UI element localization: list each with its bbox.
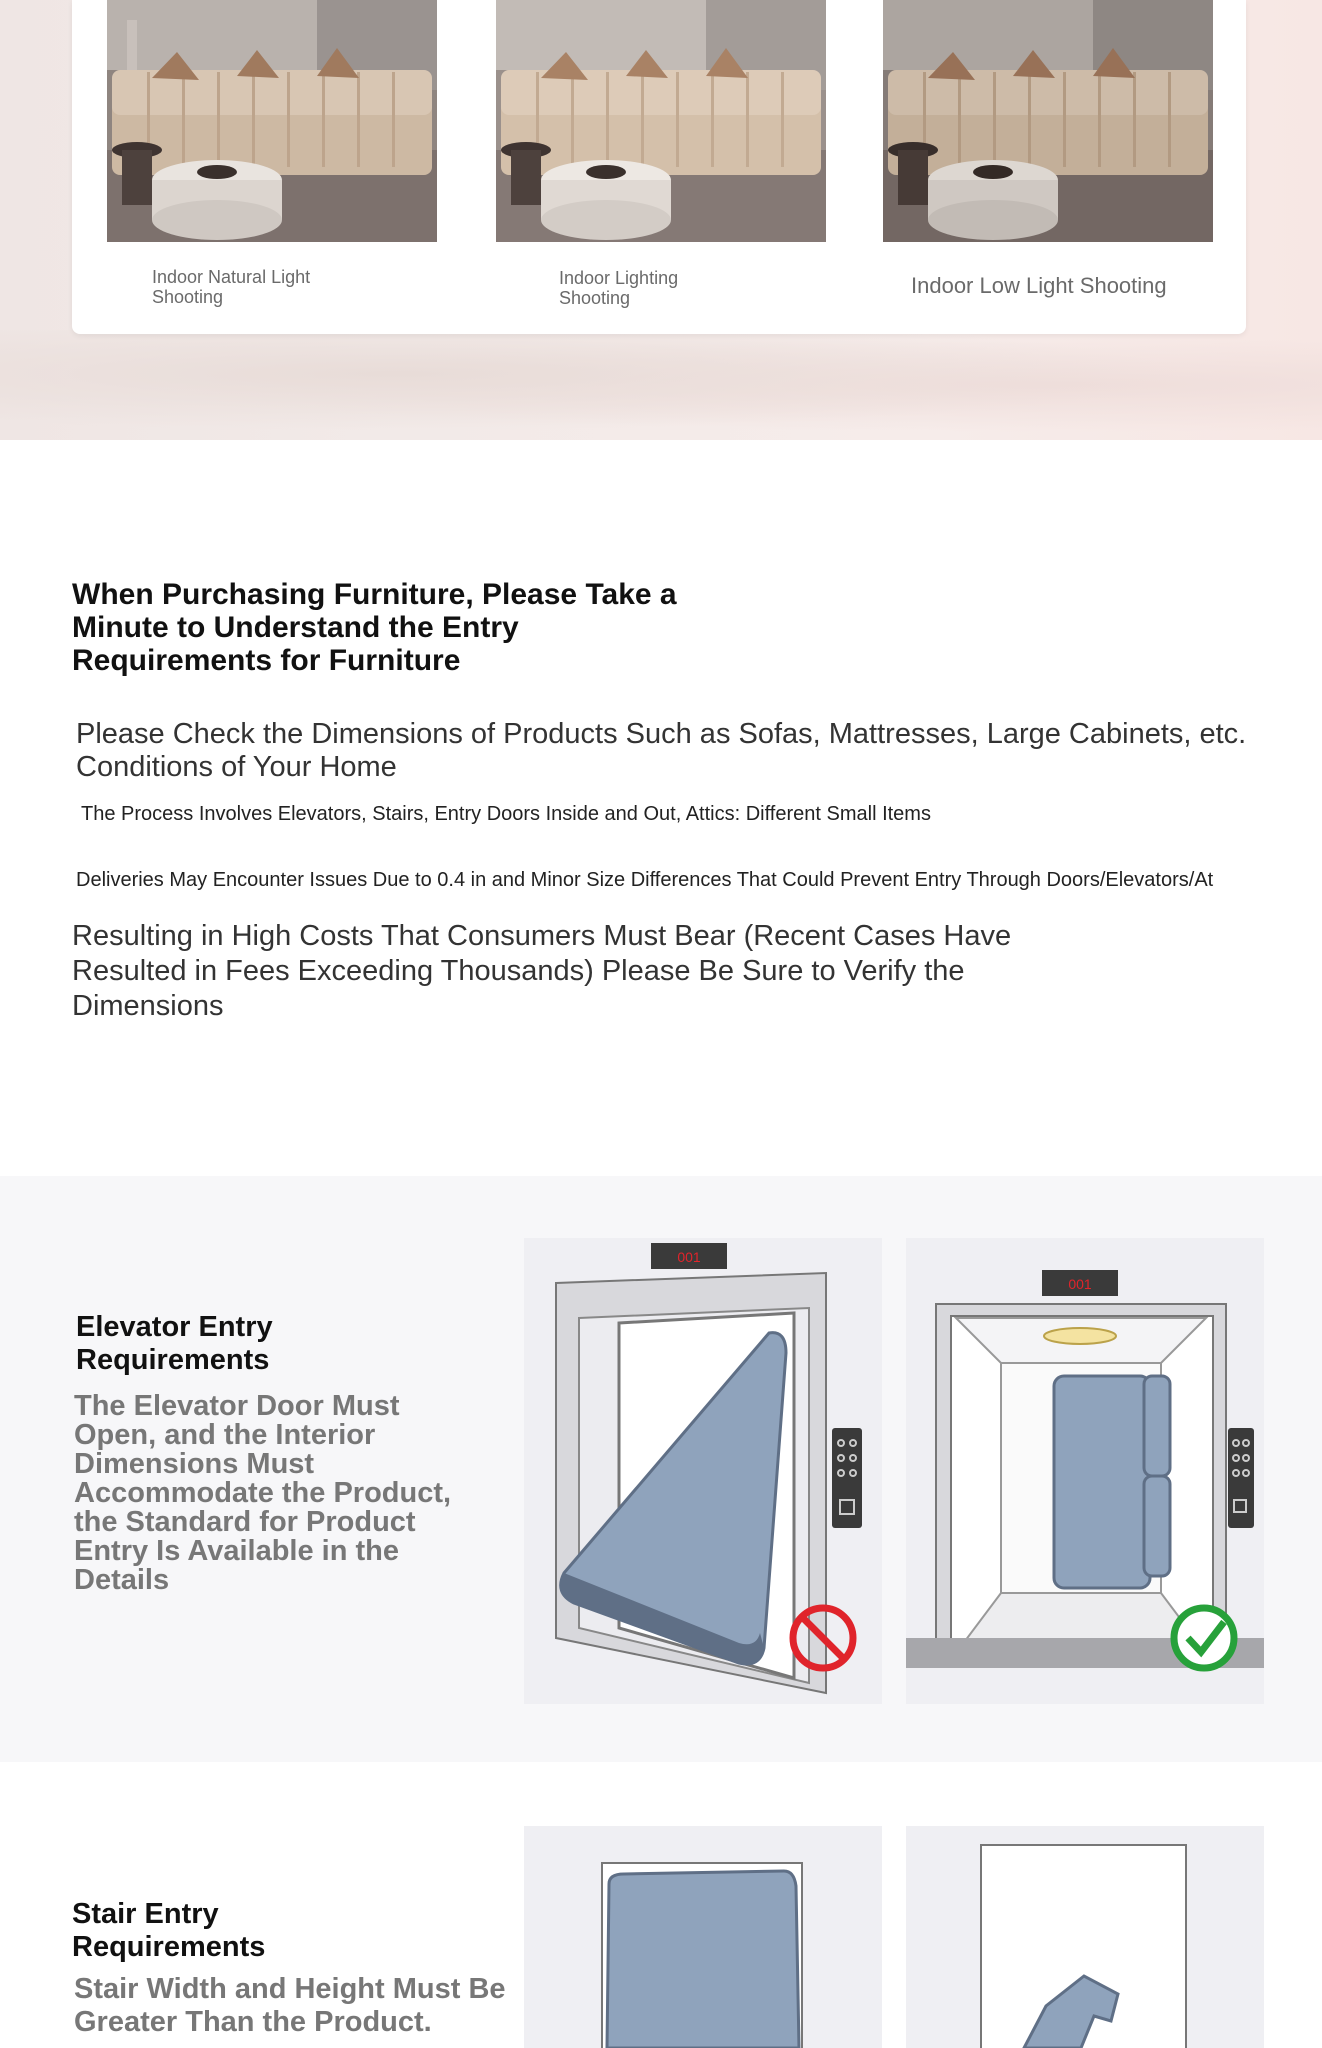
gallery-background-band (0, 330, 1322, 440)
stair-doorway-chair-image (906, 1826, 1264, 2048)
elevator-title: Elevator Entry Requirements (76, 1311, 273, 1376)
stairs-illustration-2 (906, 1826, 1264, 2048)
elevator-allowed-illustration (906, 1238, 1264, 1704)
caption-indoor-lighting: Indoor Lighting Shooting (559, 268, 679, 308)
stairs-description: Stair Width and Height Must Be Greater Than the Product. (74, 1973, 506, 2038)
check-icon (1174, 1608, 1234, 1668)
entry-notice-line2: The Process Involves Elevators, Stairs, Entry Doors Inside and Out, Attics: Different Small Items (81, 803, 931, 825)
photo-low-light[interactable] (883, 0, 1213, 242)
floor-display-text: 001 (677, 1249, 701, 1265)
elevator-prohibited-illustration (524, 1238, 882, 1704)
elevator-description: The Elevator Door Must Open, and the Interior Dimensions Must Accommodate the Product, the Standard for Product Entry Is Available in the Details (74, 1390, 452, 1596)
entry-notice-line1: Please Check the Dimensions of Products Such as Sofas, Mattresses, Large Cabinets, etc. Conditions of Your Home (76, 718, 1247, 783)
caption-natural-light: Indoor Natural Light Shooting (152, 267, 311, 307)
stair-doorway-sofa-image (524, 1826, 882, 2048)
elevator-door-tilted-sofa-image (524, 1238, 882, 1704)
caption-low-light: Indoor Low Light Shooting (911, 273, 1167, 298)
stairs-illustration-1 (524, 1826, 882, 2048)
elevator-cabin-sofa-image (906, 1238, 1264, 1704)
entry-notice-line4: Resulting in High Costs That Consumers Must Bear (Recent Cases Have Resulted in Fees Exceeding Thousands) Please Be Sure to Verify the Dimensions (72, 920, 1012, 1022)
floor-display-text: 001 (1068, 1276, 1092, 1292)
entry-notice-line3: Deliveries May Encounter Issues Due to 0.4 in and Minor Size Differences That Could Prevent Entry Through Doors/Elevators/At (76, 869, 1214, 891)
photo-natural-light[interactable] (107, 0, 437, 242)
stairs-title: Stair Entry Requirements (72, 1898, 266, 1963)
gallery-card (72, 0, 1246, 334)
sofa-photo-image (107, 0, 437, 242)
sofa-photo-image (883, 0, 1213, 242)
entry-notice-title: When Purchasing Furniture, Please Take a Minute to Understand the Entry Requirements for Furniture (72, 578, 677, 677)
sofa-photo-image (496, 0, 826, 242)
photo-indoor-lighting[interactable] (496, 0, 826, 242)
